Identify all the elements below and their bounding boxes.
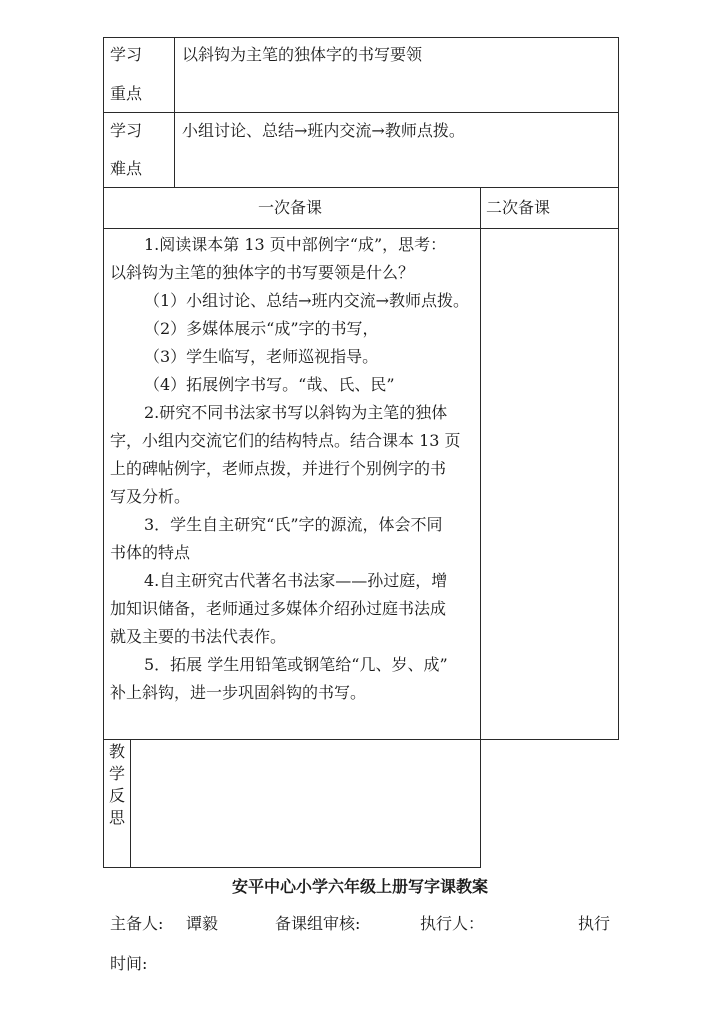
first-prep-header: 一次备课 [258, 198, 323, 217]
body-line: （1）小组讨论、总结→班内交流→教师点拨。 [144, 291, 469, 310]
reflection-char: 教 [109, 742, 126, 761]
body-line: 5．拓展 学生用铅笔或钢笔给“几、岁、成” [144, 655, 448, 674]
body-line: 加知识储备，老师通过多媒体介绍孙过庭书法成 [110, 599, 447, 618]
key-point-label-2: 重点 [110, 84, 143, 103]
header-divider [103, 228, 619, 229]
table-bottom-border [103, 867, 480, 868]
body-line: 就及主要的书法代表作。 [110, 627, 287, 646]
body-line: 2.研究不同书法家书写以斜钩为主笔的独体 [144, 403, 448, 422]
row-divider-2 [103, 187, 619, 188]
footer-title: 安平中心小学六年级上册写字课教案 [231, 877, 488, 896]
body-line: 字，小组内交流它们的结构特点。结合课本 13 页 [110, 431, 461, 450]
body-line: （4）拓展例字书写。“哉、氏、民” [144, 375, 395, 394]
reflection-char: 思 [109, 808, 126, 827]
body-line: 书体的特点 [110, 543, 191, 562]
body-line: 1.阅读课本第 13 页中部例字“成”，思考： [144, 235, 447, 254]
body-line: 以斜钩为主笔的独体字的书写要领是什么？ [110, 263, 415, 282]
key-point-label-1: 学习 [110, 45, 143, 64]
body-line: 上的碑帖例字，老师点拨，并进行个别例字的书 [110, 459, 447, 478]
second-prep-header: 二次备课 [486, 198, 551, 217]
body-line: 补上斜钩，进一步巩固斜钩的书写。 [110, 683, 367, 702]
reflection-col-divider [130, 739, 131, 868]
body-line: 写及分析。 [110, 487, 191, 506]
second-prep-col-divider [480, 187, 481, 868]
table-right-border [618, 37, 619, 740]
reflection-char: 学 [109, 764, 126, 783]
preparer-name: 谭毅 [186, 914, 219, 933]
label-col-divider [174, 37, 175, 188]
reviewer-label: 备课组审核: [275, 914, 361, 933]
body-divider [103, 739, 619, 740]
key-point-content: 以斜钩为主笔的独体字的书写要领 [182, 45, 423, 64]
body-line: （2）多媒体展示“成”字的书写， [144, 319, 379, 338]
reflection-char: 反 [109, 786, 126, 805]
difficulty-label-2: 难点 [110, 159, 143, 178]
preparer-label: 主备人: [110, 914, 164, 933]
table-left-border [103, 37, 104, 868]
executor-label: 执行人： [420, 914, 485, 933]
body-line: 3．学生自主研究“氏”字的源流，体会不同 [144, 515, 443, 534]
exec-time-label-2: 时间: [110, 954, 148, 973]
exec-time-label-1: 执行 [578, 914, 611, 933]
row-divider-1 [103, 112, 619, 113]
difficulty-content: 小组讨论、总结→班内交流→教师点拨。 [182, 121, 465, 140]
body-line: 4.自主研究古代著名书法家——孙过庭，增 [144, 571, 448, 590]
table-top-border [103, 37, 619, 38]
body-line: （3）学生临写，老师巡视指导。 [144, 347, 379, 366]
difficulty-label-1: 学习 [110, 121, 143, 140]
